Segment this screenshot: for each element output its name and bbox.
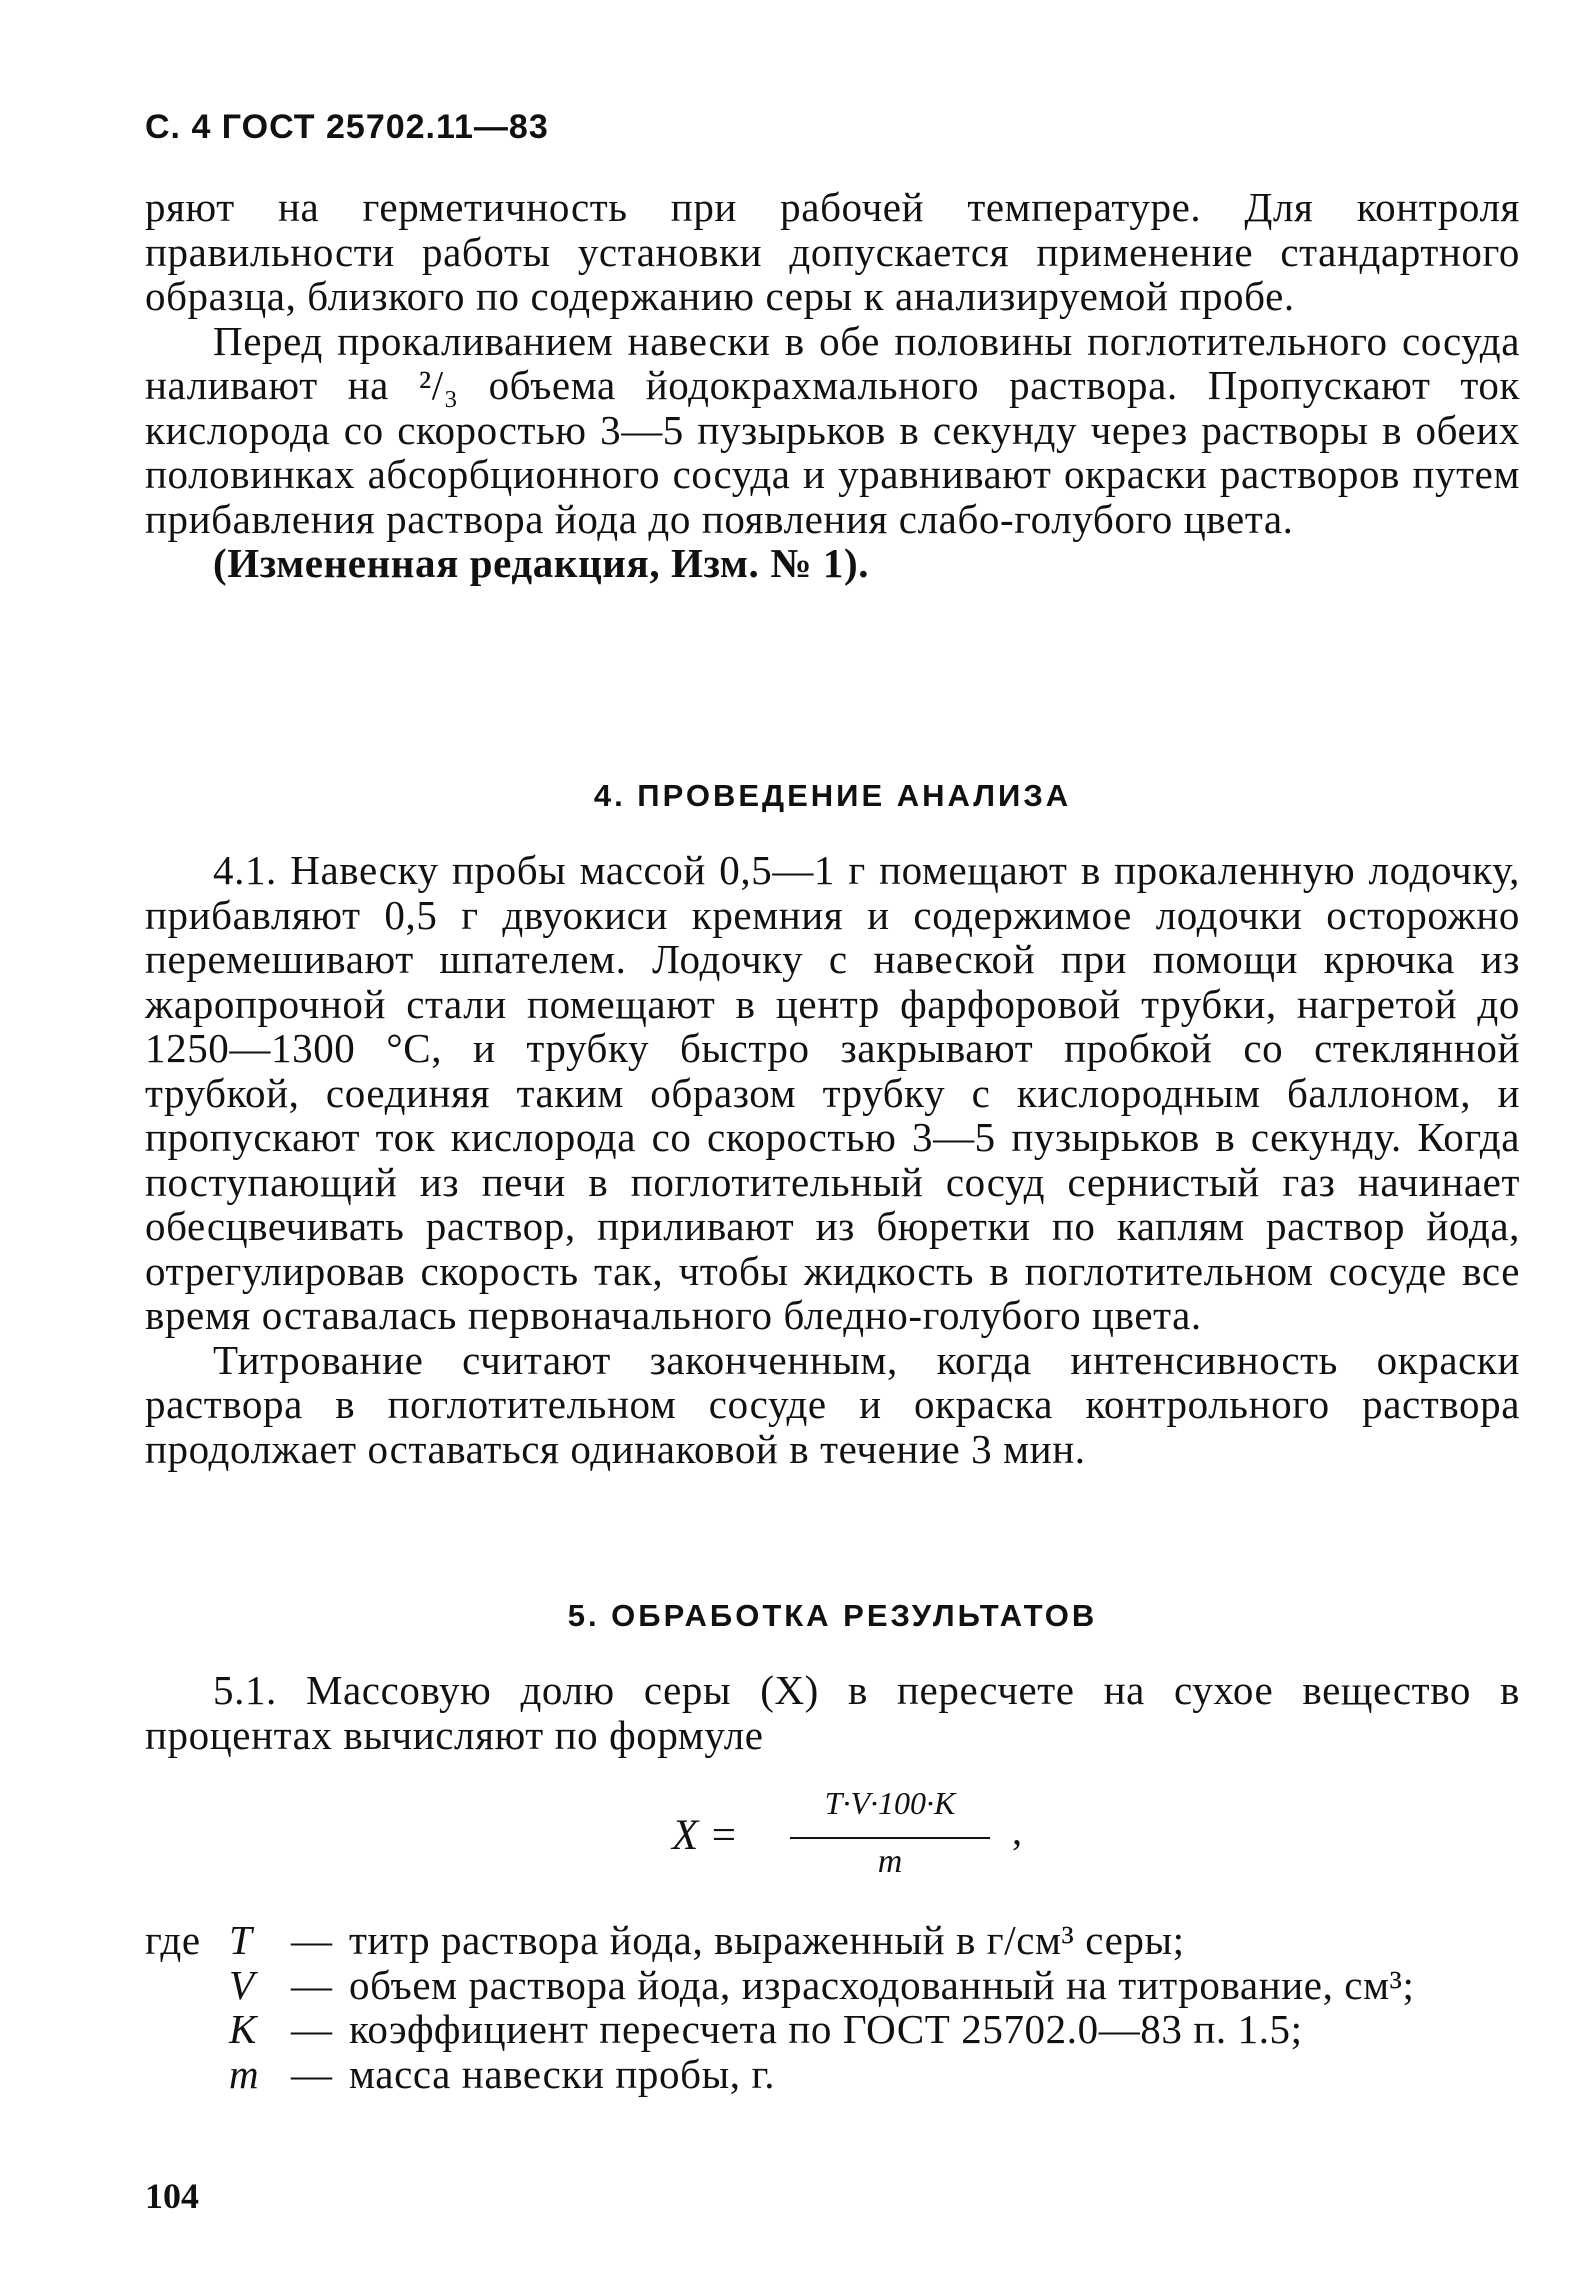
formula-denominator: m (877, 1843, 903, 1880)
definition-row (145, 1963, 1520, 2008)
definition-lead (145, 1963, 229, 2008)
section-4-paragraph-2: Титрование считают законченным, когда интенсивность окраски раствора в поглотительном сосуде и окраска контрольного раствора продолжает оставаться одинаковой в течение 3 мин. (145, 1336, 1520, 1472)
definition-lead (145, 2007, 229, 2052)
definition-symbol: m (229, 2050, 260, 2097)
page-number: 104 (145, 2176, 199, 2216)
section-5-heading: 5. ОБРАБОТКА РЕЗУЛЬТАТОВ (567, 1598, 1098, 1633)
intro-paragraph-1: ряют на герметичность при рабочей температуре. Для контроля правильности работы установки допускается применение стандартного образца, близкого по содержанию серы к анализируемой пробе. (145, 184, 1520, 319)
intro-block (145, 185, 1520, 586)
page-header: С. 4 ГОСТ 25702.11—83 (145, 108, 549, 146)
definition-symbol: K (229, 2006, 257, 2052)
definition-row (145, 2007, 1520, 2052)
definition-symbol: T (229, 1917, 253, 1963)
section-4-body (145, 848, 1520, 1471)
formula-trailing-comma: , (1012, 1808, 1022, 1853)
fraction-bar (790, 1837, 990, 1839)
definition-dash: — (291, 2006, 333, 2052)
formula-numerator: T·V·100·K (824, 1785, 956, 1821)
formula-lhs: X = (672, 1812, 739, 1859)
definition-row (145, 2052, 1520, 2097)
variable-definitions (145, 1918, 1520, 2096)
section-4-paragraph-1: 4.1. Навеску пробы массой 0,5—1 г помещают в прокаленную лодочку, прибавляют 0,5 г двуокиси кремния и содержимое лодочки осторожно перемешивают шпателем. Лодочку с навеской при помощи крючка из жаропрочной стали помещают в центр фарфоровой трубки, нагретой до 1250—1300 °С, и трубку быстро закрывают пробкой со стеклянной трубкой, соединяя таким образом трубку с кислородным баллоном, и пропускают ток кислорода со скоростью 3—5 пузырьков в секунду. Когда поступающий из печи в поглотительный сосуд сернистый газ начинает обесцвечивать раствор, приливают из бюретки по каплям раствор йода, отрегулировав скорость так, чтобы жидкость в поглотительном сосуде все время оставалась первоначального бледно-голубого цвета. (145, 847, 1520, 1338)
section-4-heading: 4. ПРОВЕДЕНИЕ АНАЛИЗА (593, 778, 1072, 813)
definition-text: объем раствора йода, израсходованный на титрование, см³; (349, 1961, 1415, 2008)
formula (0, 1785, 1596, 1895)
definition-dash: — (291, 1961, 333, 2008)
definition-symbol: V (229, 1961, 255, 2008)
definition-dash: — (291, 1917, 333, 1963)
definition-row (145, 1918, 1520, 1963)
amendment-note: (Измененная редакция, Изм. № 1). (213, 540, 870, 586)
definition-lead (145, 2052, 229, 2097)
section-5-paragraph: 5.1. Массовую долю серы (X) в пересчете на сухое вещество в процентах вычисляют по формуле (145, 1667, 1520, 1758)
intro-paragraph-2: Перед прокаливанием навески в обе половины поглотительного сосуда наливают на ²/₃ объема йодокрахмального раствора. Пропускают ток кислорода со скоростью 3—5 пузырьков в секунду через растворы в обеих половинках абсорбционного сосуда и уравнивают окраски растворов путем прибавления раствора йода до появления слабо-голубого цвета. (145, 317, 1520, 542)
definition-text: масса навески пробы, г. (349, 2050, 776, 2097)
definition-text: титр раствора йода, выраженный в г/см³ серы; (349, 1917, 1185, 1963)
section-5-body (145, 1668, 1520, 1757)
definition-dash: — (291, 2050, 333, 2097)
definition-lead: где (145, 1917, 201, 1963)
definition-text: коэффициент пересчета по ГОСТ 25702.0—83 п. 1.5; (349, 2006, 1303, 2052)
